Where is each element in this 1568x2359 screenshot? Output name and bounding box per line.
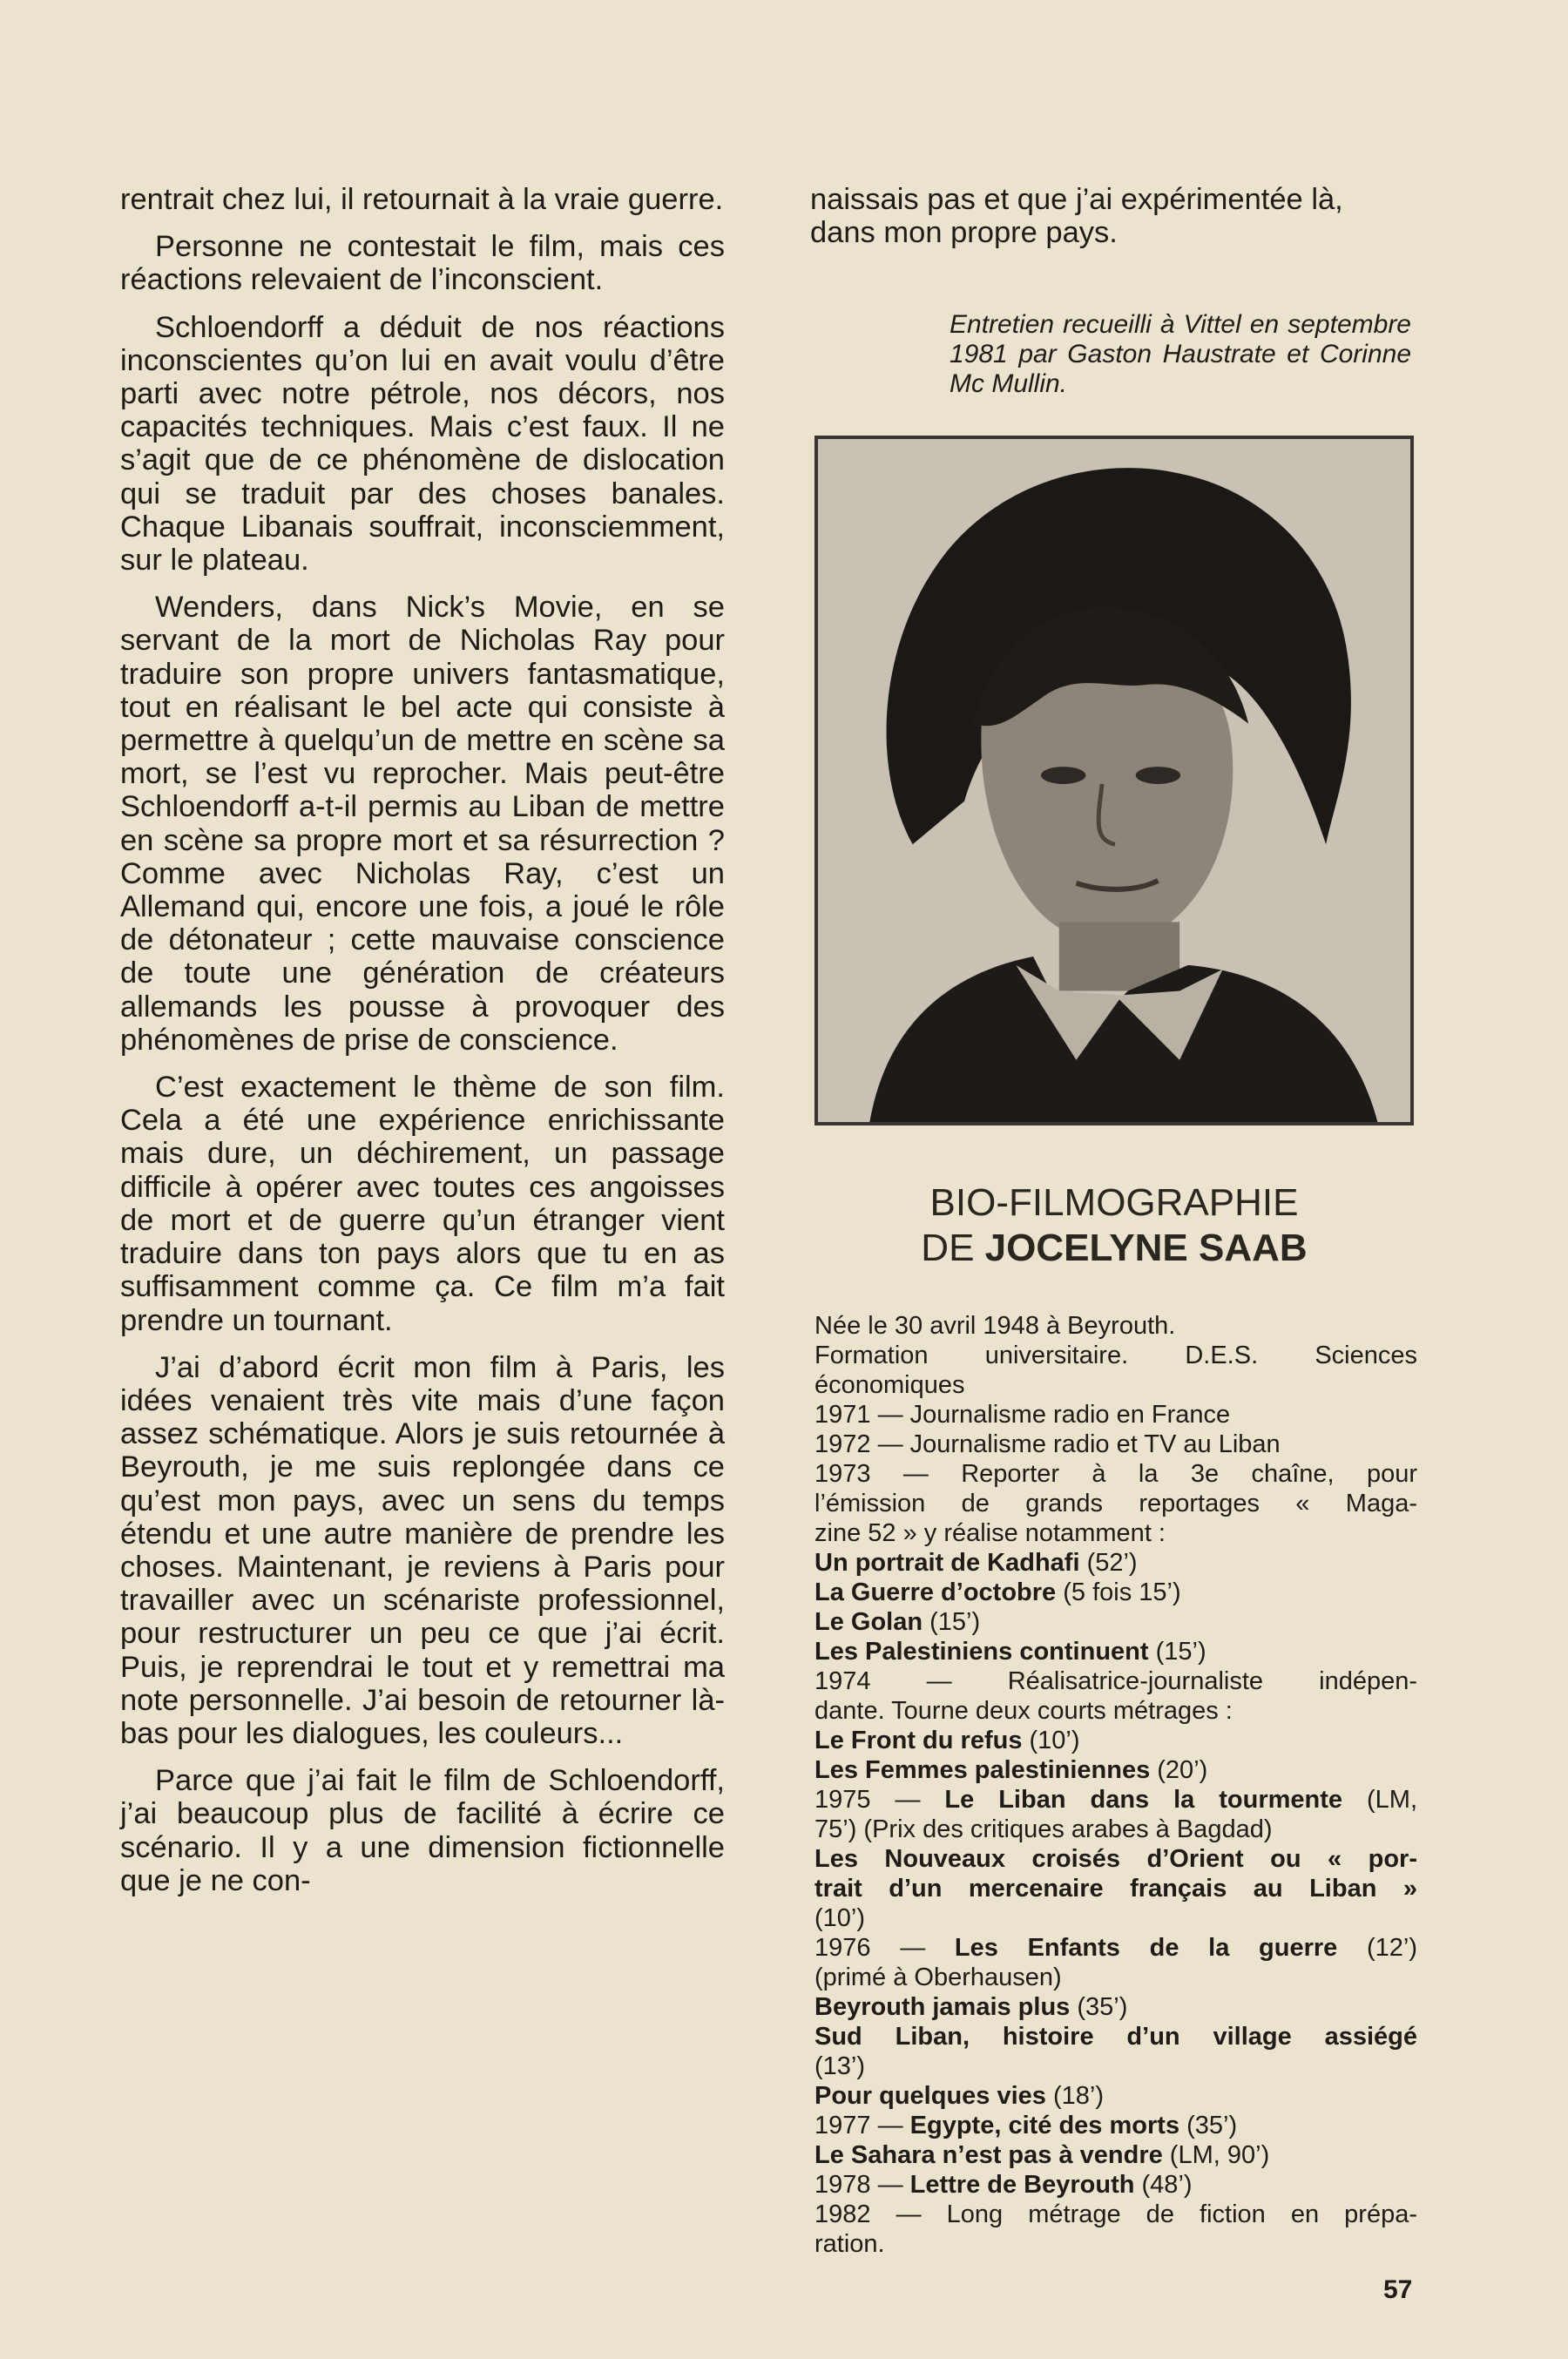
bio-line: économiques [814, 1371, 965, 1399]
film-title: Les Palestiniens continuent [814, 1638, 1149, 1666]
paragraph: Parce que j’ai fait le film de Schloendorff, j’ai beaucoup plus de facilité à écrire ce scénario. Il y a une dimension fictionnelle que je ne con- [120, 1764, 725, 1897]
film-title: Beyrouth jamais plus [814, 1993, 1071, 2021]
paragraph: Personne ne contestait le film, mais ces réactions relevaient de l’inconscient. [120, 230, 725, 297]
film-title: Le Front du refus [814, 1727, 1023, 1754]
film-title: Le Liban dans la tourmente [944, 1786, 1343, 1814]
bio-line: zine 52 » y réalise notamment : [814, 1519, 1166, 1547]
film-entry [814, 2111, 1417, 2140]
bio-line: ration. [814, 2230, 885, 2258]
film-entry [814, 1844, 1417, 1874]
page-number: 57 [1383, 2275, 1413, 2304]
film-entry [814, 1785, 1417, 1815]
film-title: Un portrait de Kadhafi [814, 1549, 1080, 1577]
heading-line: BIO-FILMOGRAPHIE [929, 1181, 1299, 1224]
paragraph: C’est exactement le thème de son film. Cela a été une expérience enrichissante mais dure, un déchirement, un passage difficile à opérer avec toutes ces angoisses de mort et de guerre qu’un étranger vient traduire dans ton pays alors que tu en as suffisamment comme ça. Ce film m’a fait prendre un tournant. [120, 1071, 725, 1337]
film-title: Pour quelques vies [814, 2082, 1046, 2110]
film-details: (52’) [1079, 1549, 1138, 1577]
film-year: 1975 — [814, 1786, 945, 1814]
film-details: (15’) [1148, 1638, 1206, 1666]
film-title: Les Femmes palestiniennes [814, 1756, 1151, 1784]
bio-line: 1973 — Reporter à la 3e chaîne, pour [814, 1460, 1417, 1488]
film-details: (LM, [1342, 1786, 1417, 1814]
film-entry [814, 2140, 1417, 2170]
paragraph: Schloendorff a déduit de nos réactions inconscientes qu’on lui en avait voulu d’être parti avec notre pétrole, nos décors, nos capacités techniques. Mais c’est faux. Il ne s’agit que de ce phénomène de dislocation qui se traduit par des choses banales. Chaque Libanais souffrait, inconsciemment, sur le plateau. [120, 310, 725, 578]
film-title: trait d’un mercenaire français au Liban » [814, 1875, 1417, 1903]
film-details: (LM, 90’) [1162, 2141, 1270, 2169]
film-entry [814, 1726, 1417, 1755]
interview-text-left-column [120, 183, 725, 1911]
heading-line [814, 1226, 1414, 1271]
film-entry [814, 1874, 1417, 1903]
paragraph: rentrait chez lui, il retournait à la vraie guerre. [120, 183, 724, 216]
film-year: 1978 — [814, 2171, 910, 2199]
film-title: Sud Liban, histoire d’un village assiégé [814, 2023, 1417, 2051]
film-details: (13’) [814, 2052, 866, 2080]
film-title: La Guerre d’octobre [814, 1578, 1057, 1606]
film-title: Egypte, cité des morts [909, 2112, 1180, 2139]
film-entry [814, 2081, 1417, 2111]
film-details: (35’) [1179, 2112, 1238, 2139]
film-year: 1976 — [814, 1934, 955, 1962]
film-year: 1977 — [814, 2112, 910, 2139]
interview-text-right-column [810, 183, 1416, 399]
heading-prefix: DE [921, 1227, 985, 1269]
film-title: Les Enfants de la guerre [954, 1934, 1338, 1962]
film-details: (48’) [1134, 2171, 1193, 2199]
paragraph-continuation: naissais pas et que j’ai expérimentée là, dans mon propre pays. [810, 183, 1343, 250]
bio-filmography-heading [814, 1180, 1414, 1271]
film-title: Les Nouveaux croisés d’Orient ou « por- [814, 1845, 1417, 1873]
bio-line: 1971 — Journalisme radio en France [814, 1401, 1231, 1429]
film-entry [814, 1548, 1417, 1578]
film-entry [814, 2022, 1417, 2051]
film-title: Le Sahara n’est pas à vendre [814, 2141, 1163, 2169]
portrait-photo [814, 436, 1414, 1125]
film-details: (18’) [1045, 2082, 1104, 2110]
bio-line: Née le 30 avril 1948 à Beyrouth. [814, 1312, 1176, 1340]
interview-credit: Entretien recueilli à Vittel en septembre 1981 par Gaston Haustrate et Corinne Mc Mullin. [950, 310, 1411, 399]
paragraph: Wenders, dans Nick’s Movie, en se servant de la mort de Nicholas Ray pour traduire son propre univers fantasmatique, tout en réalisant le bel acte qui consiste à permettre à quelqu’un de mettre en scène sa mort, se l’est vu reprocher. Mais peut-être Schloendorff a-t-il permis au Liban de mettre en scène sa propre mort et sa résurrection ? Comme avec Nicholas Ray, c’est un Allemand qui, encore une fois, a joué le rôle de détonateur ; cette mauvaise conscience de toute une génération de créateurs allemands les pousse à provoquer des phénomènes de prise de conscience. [120, 591, 725, 1057]
film-details: (35’) [1070, 1993, 1128, 2021]
heading-name: JOCELYNE SAAB [984, 1227, 1308, 1269]
bio-line: l’émission de grands reportages « Maga- [814, 1490, 1417, 1517]
film-entry [814, 1755, 1417, 1785]
bio-line: (primé à Oberhausen) [814, 1964, 1062, 1991]
film-title: Le Golan [814, 1608, 923, 1636]
film-details: (20’) [1150, 1756, 1208, 1784]
film-entry [814, 2170, 1417, 2200]
bio-line: 1974 — Réalisatrice-journaliste indépen- [814, 1667, 1417, 1695]
film-entry [814, 1607, 1417, 1637]
film-entry [814, 1992, 1417, 2022]
bio-line: dante. Tourne deux courts métrages : [814, 1697, 1233, 1725]
bio-line: 1972 — Journalisme radio et TV au Liban [814, 1430, 1281, 1458]
film-title: Lettre de Beyrouth [909, 2171, 1135, 2199]
bio-line: Formation universitaire. D.E.S. Sciences [814, 1342, 1417, 1369]
film-details: (12’) [1337, 1934, 1417, 1962]
bio-line: 75’) (Prix des critiques arabes à Bagdad) [814, 1815, 1273, 1843]
film-entry [814, 1637, 1417, 1666]
film-details: (5 fois 15’) [1056, 1578, 1181, 1606]
film-details: (15’) [923, 1608, 981, 1636]
film-details: (10’) [1022, 1727, 1080, 1754]
bio-line: 1982 — Long métrage de fiction en prépa- [814, 2200, 1417, 2228]
paragraph: J’ai d’abord écrit mon film à Paris, les idées venaient très vite mais d’une façon assez schématique. Alors je suis retournée à Beyrouth, je me suis replongée dans ce qu’est mon pays, avec un sens du temps étendu et une autre manière de prendre les choses. Maintenant, je reviens à Paris pour travailler avec un scénariste professionnel, pour restructurer un peu ce que j’ai écrit. Puis, je reprendrai le tout et y remettrai ma note personnelle. J’ai besoin de retourner là-bas pour les dialogues, les couleurs... [120, 1350, 725, 1750]
bio-filmography-list [814, 1311, 1417, 2259]
film-entry [814, 1578, 1417, 1607]
film-entry [814, 1933, 1417, 1963]
film-details: (10’) [814, 1904, 866, 1932]
